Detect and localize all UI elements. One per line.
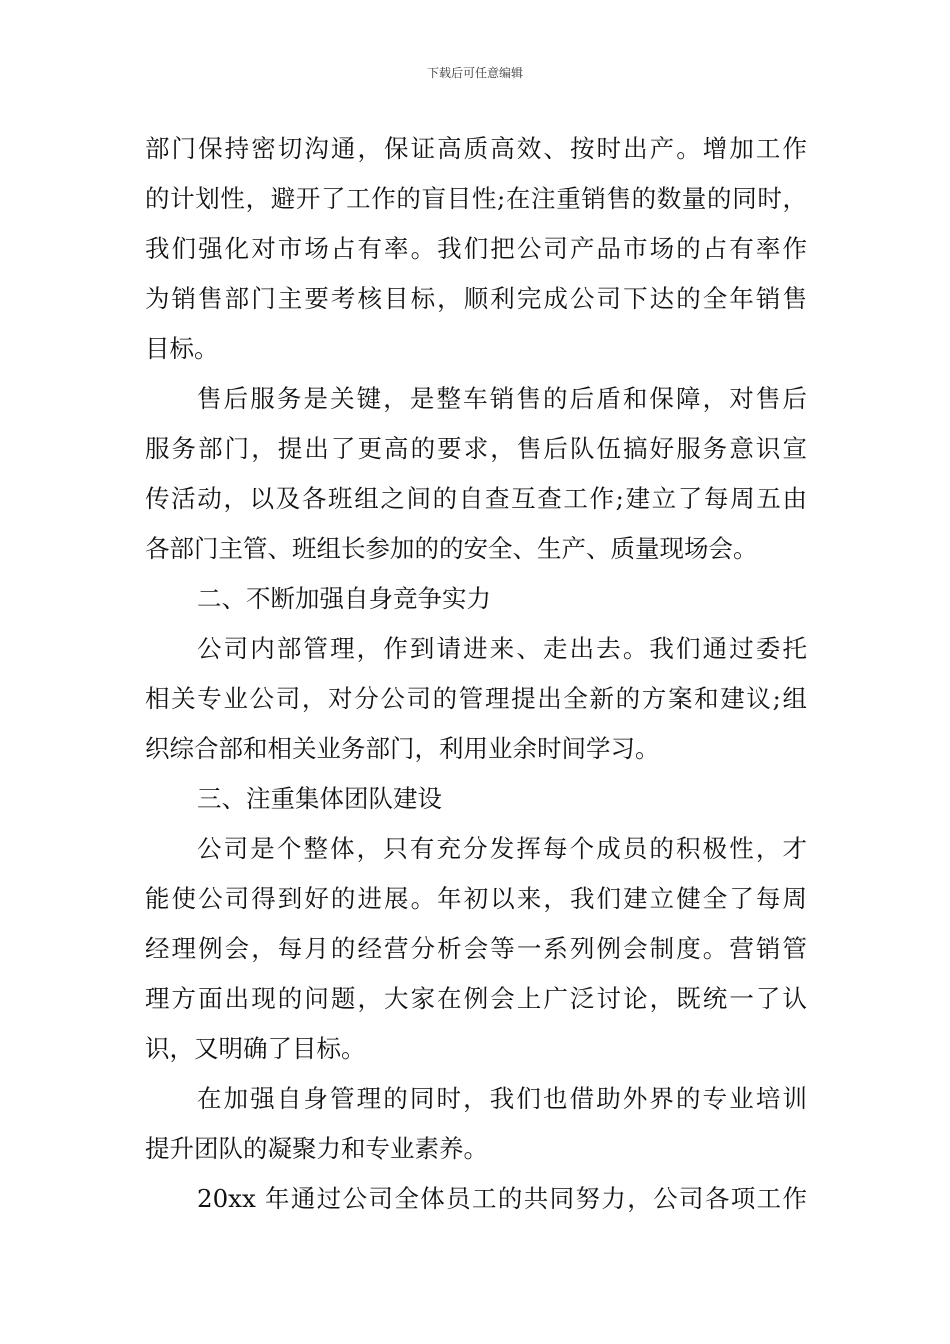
text-line: 织综合部和相关业务部门，利用业余时间学习。 (145, 734, 660, 763)
text-line: 各部门主管、班组长参加的的安全、生产、质量现场会。 (145, 534, 758, 563)
text-line: 识，又明确了目标。 (145, 1034, 366, 1063)
text-line: 目标。 (145, 334, 219, 363)
text-line: 提升团队的凝聚力和专业素养。 (145, 1134, 488, 1163)
page-header: 下载后可任意编辑 (426, 66, 523, 80)
text-line: 三、注重集体团队建设 (197, 784, 442, 813)
text-line: 部门保持密切沟通，保证高质高效、按时出产。增加工作 (145, 134, 807, 163)
text-line: 售后服务是关键，是整车销售的后盾和保障，对售后 (197, 384, 807, 413)
text-line: 能使公司得到好的进展。年初以来，我们建立健全了每周 (145, 884, 807, 913)
text-line: 理方面出现的问题，大家在例会上广泛讨论，既统一了认 (145, 984, 807, 1013)
text-line: 我们强化对市场占有率。我们把公司产品市场的占有率作 (145, 234, 807, 263)
text-line: 二、不断加强自身竞争实力 (197, 584, 491, 613)
text-line: 经理例会，每月的经营分析会等一系列例会制度。营销管 (145, 934, 807, 963)
document-body (145, 124, 807, 1224)
text-line: 传活动，以及各班组之间的自查互查工作;建立了每周五由 (145, 484, 807, 513)
text-line: 相关专业公司，对分公司的管理提出全新的方案和建议;组 (145, 684, 807, 713)
text-line: 服务部门，提出了更高的要求，售后队伍搞好服务意识宣 (145, 434, 807, 463)
text-line: 的计划性，避开了工作的盲目性;在注重销售的数量的同时， (145, 184, 807, 213)
text-line: 在加强自身管理的同时，我们也借助外界的专业培训 (197, 1084, 807, 1113)
text-line: 公司是个整体，只有充分发挥每个成员的积极性，才 (197, 834, 807, 863)
text-line: 公司内部管理，作到请进来、走出去。我们通过委托 (197, 634, 807, 663)
text-line: 为销售部门主要考核目标，顺利完成公司下达的全年销售 (145, 284, 807, 313)
text-line: 20xx 年通过公司全体员工的共同努力，公司各项工作 (197, 1184, 807, 1213)
